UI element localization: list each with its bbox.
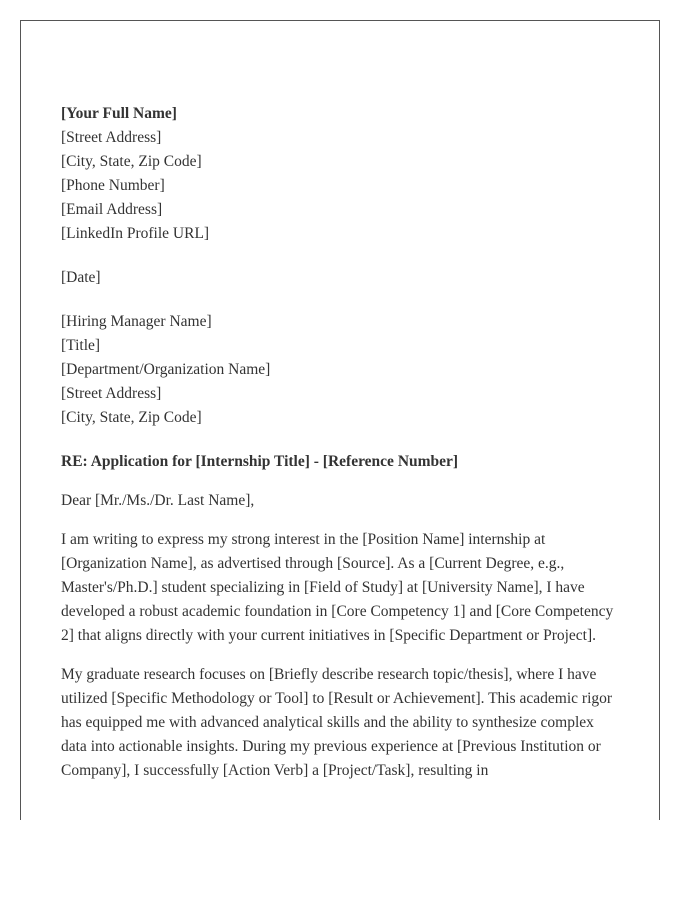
- recipient-organization: [Department/Organization Name]: [61, 361, 271, 378]
- letter-page: [20, 20, 660, 820]
- sender-address-block: [61, 102, 621, 246]
- letter-date: [Date]: [61, 269, 101, 286]
- letter-content: [61, 102, 621, 783]
- subject-line: RE: Application for [Internship Title] - [Reference Number]: [61, 453, 459, 470]
- recipient-name: [Hiring Manager Name]: [61, 313, 212, 330]
- sender-street: [Street Address]: [61, 129, 162, 146]
- salutation: Dear [Mr./Ms./Dr. Last Name],: [61, 492, 255, 509]
- recipient-street: [Street Address]: [61, 385, 162, 402]
- sender-city-state-zip: [City, State, Zip Code]: [61, 153, 202, 170]
- recipient-address-block: [61, 310, 621, 430]
- body-paragraph-intro: I am writing to express my strong interest in the [Position Name] internship at [Organization Name], as advertised through [Source]. As a [Current Degree, e.g., Master's/Ph.D.] student specializing in [Field of Study] at [University Name], I have developed a robust academic foundation in [Core Competency 1] and [Core Competency 2] that aligns directly with your current initiatives in [Specific Department or Project].: [61, 531, 614, 644]
- recipient-title: [Title]: [61, 337, 101, 354]
- sender-full-name: [Your Full Name]: [61, 105, 177, 122]
- sender-phone: [Phone Number]: [61, 177, 165, 194]
- body-paragraph-research: My graduate research focuses on [Briefly describe research topic/thesis], where I have utilized [Specific Methodology or Tool] to [Result or Achievement]. This academic rigor has equipped me with advanced analytical skills and the ability to synthesize complex data into actionable insights. During my previous experience at [Previous Institution or Company], I successfully [Action Verb] a [Project/Task], resulting in: [61, 666, 613, 779]
- sender-email: [Email Address]: [61, 201, 163, 218]
- recipient-city-state-zip: [City, State, Zip Code]: [61, 409, 202, 426]
- sender-linkedin: [LinkedIn Profile URL]: [61, 225, 210, 242]
